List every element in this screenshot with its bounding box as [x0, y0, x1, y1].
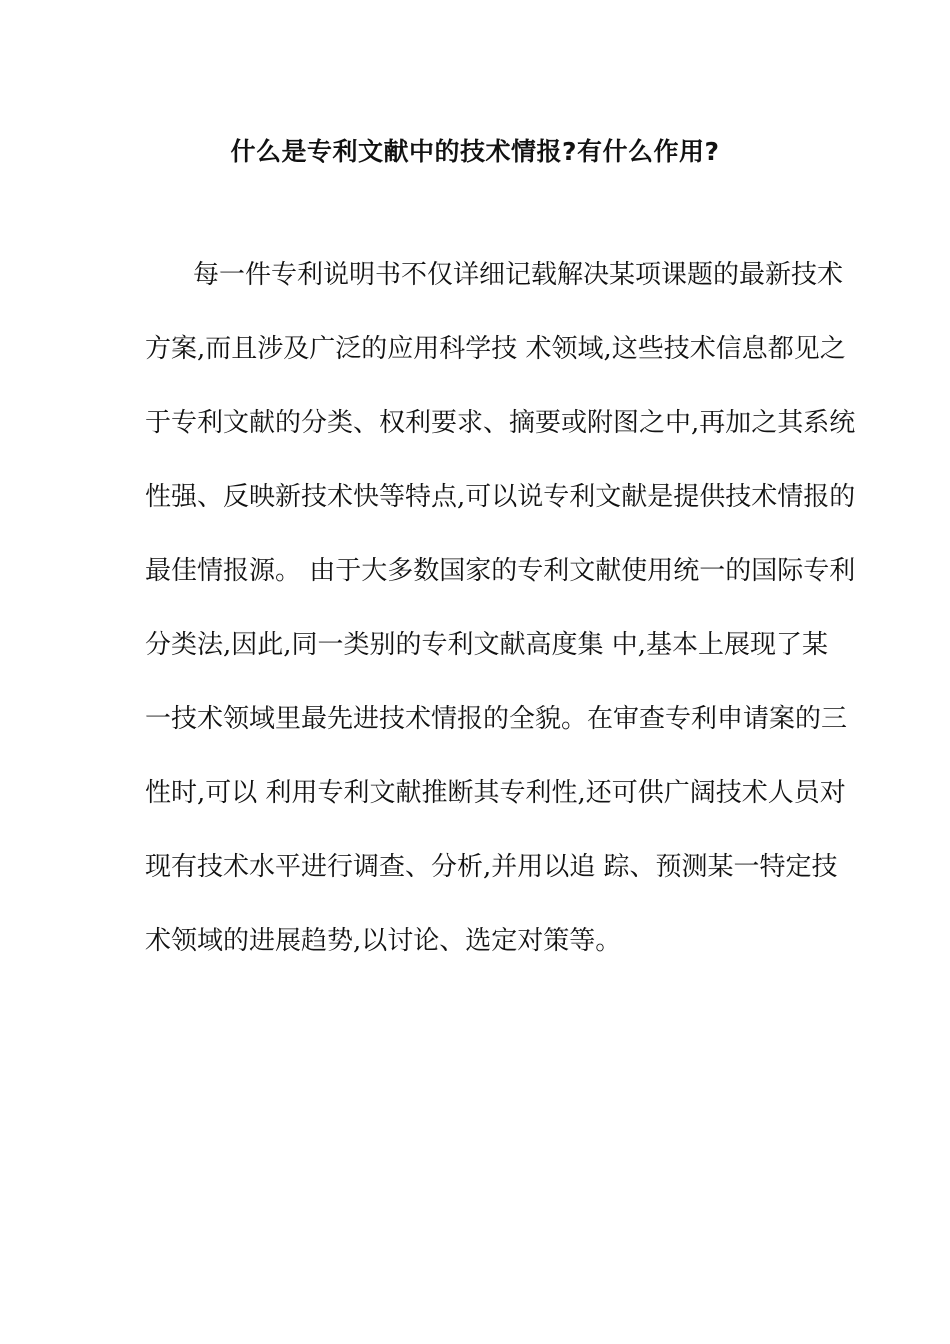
- body-line-8: 性时,可以 利用专利文献推断其专利性,还可供广阔技术人员对: [145, 778, 846, 808]
- body-line-5: 最佳情报源。 由于大多数国家的专利文献使用统一的国际专利: [145, 556, 856, 586]
- body-line-1: 每一件专利说明书不仅详细记载解决某项课题的最新技术: [193, 260, 844, 290]
- document-title: 什么是专利文献中的技术情报?有什么作用?: [230, 137, 720, 166]
- body-line-7: 一技术领域里最先进技术情报的全貌。在审查专利申请案的三: [145, 704, 848, 734]
- body-line-10: 术领域的进展趋势,以讨论、选定对策等。: [145, 926, 622, 956]
- body-line-9: 现有技术水平进行调查、分析,并用以追 踪、预测某一特定技: [145, 852, 838, 882]
- body-line-2: 方案,而且涉及广泛的应用科学技 术领域,这些技术信息都见之: [145, 334, 846, 364]
- document-body: [145, 255, 856, 995]
- body-line-4: 性强、反映新技术快等特点,可以说专利文献是提供技术情报的: [145, 482, 856, 512]
- body-line-6: 分类法,因此,同一类别的专利文献高度集 中,基本上展现了某: [145, 630, 829, 660]
- body-line-3: 于专利文献的分类、权利要求、摘要或附图之中,再加之其系统: [145, 408, 856, 438]
